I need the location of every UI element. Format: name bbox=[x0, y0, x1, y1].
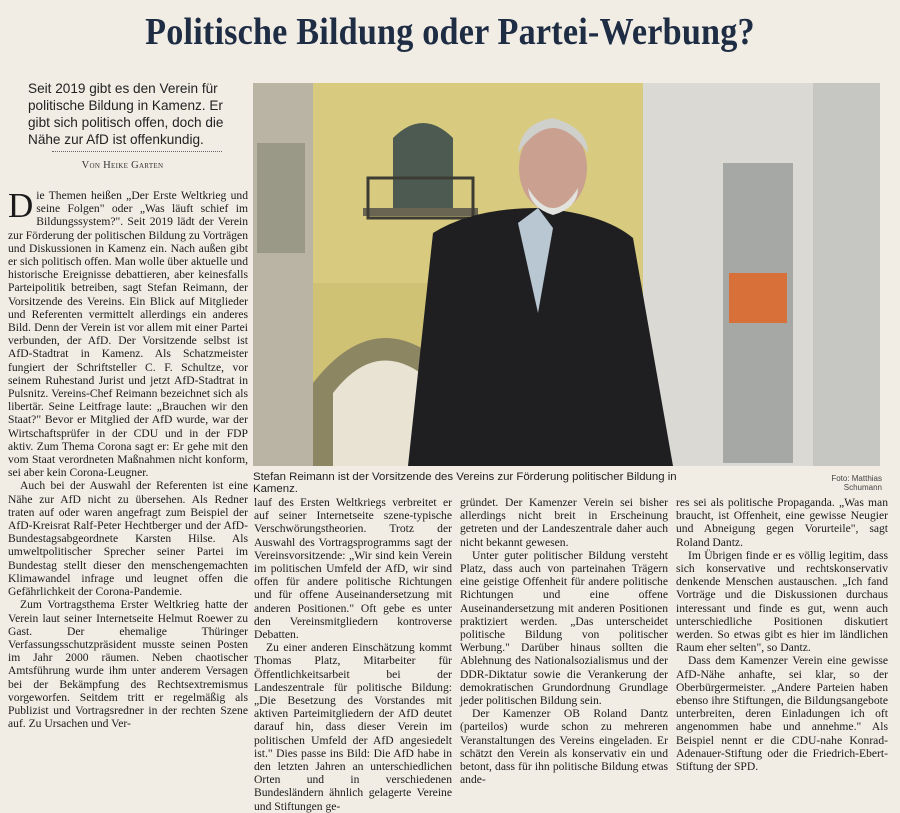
paragraph-4: lauf des Ersten Weltkriegs verbreitet er auf seiner Internetseite szene-typische Verschwörungstheorien. Trotz der Auswahl des Vortragsprogramms sagt der Vereinsvorsitzende: „Wir sind kein Verein im politischen Umfeld der AfD, wir sind offen für andere politische Richtungen und für offene Auseinandersetzung mit anderen Positionen." Oft gebe es unter den Vereinsmitgliedern kontroverse Debatten. bbox=[254, 496, 452, 642]
article-column-4 bbox=[676, 496, 888, 776]
article-column-3 bbox=[460, 496, 668, 787]
photo-illustration bbox=[253, 83, 880, 466]
paragraph-10: Im Übrigen finde er es völlig legitim, dass sich konservative und rechtskonservativ denkende Menschen austauschen. „Ich fand Vorträge und die Diskussionen durchaus interessant und finde es gut, wenn auch unterschiedliche Positionen diskutiert werden. So etwas gibt es hier im ländlichen Raum eher selten", so Dantz. bbox=[676, 548, 888, 655]
paragraph-6: gründet. Der Kamenzer Verein sei bisher allerdings nicht breit in Erscheinung getreten und der Landeszentrale daher auch nicht bekannt gewesen. bbox=[460, 496, 668, 549]
paragraph-2: Auch bei der Auswahl der Referenten ist eine Nähe zur AfD nicht zu übersehen. Als Redner traten auf oder waren angefragt zum Beispiel der AfD-Kreisrat Ralf-Peter Hechtberger und der AfD-Bundestagsabgeordnete Karsten Hilse. Als umweltpolitischer Sprecher seiner Partei im Bundestag stellt dieser den menschengemachten Klimawandel infrage und leugnet offen die Gefährlichkeit der Corona-Pandemie. bbox=[8, 479, 248, 599]
paragraph-1-text: ie Themen heißen „Der Erste Weltkrieg und seine Folgen" oder „Was läuft schief im Bildungssystem?". Seit 2019 lädt der Verein zur Förderung der politischen Bildung zu Vorträgen und Diskussionen in Kamenz ein. Nach außen gibt er sich politisch offen. Man wolle über aktuelle und historische Ereignisse debattieren, aber keinesfalls Parteipolitik betreiben, sagt Stefan Reimann, der Vorsitzende des Vereins. Ein Blick auf Mitglieder und Referenten vermittelt allerdings ein anderes Bild. Denn der Verein ist vor allem mit einer Partei verbunden, der AfD. Der Vorsitzende selbst ist AfD-Stadtrat in Kamenz. Als Schatzmeister fungiert der Schriftsteller C. F. Schultze, vor seinem Ruhestand Jurist und jetzt AfD-Stadtrat in Pulsnitz. Vereins-Chef Reimann bezeichnet sich als libertär. Seine Leitfrage laute: „Brauchen wir den Staat?" Bevor er Mitglied der AfD wurde, war der Wirtschaftsprüfer in der CDU und in der FDP aktiv. Zum Thema Corona sagt er: Er gehe mit den vom Staat verordneten Maßnahmen nicht konform, sei aber kein Corona-Leugner. bbox=[8, 189, 248, 480]
drop-cap: D bbox=[8, 186, 34, 225]
paragraph-7: Unter guter politischer Bildung versteht Platz, dass auch von parteinahen Trägern eine geistige Offenheit für andere politische Richtungen und eine offene Auseinandersetzung mit anderen Positionen praktiziert werden. „Das unterscheidet politische Bildung von politischer Werbung." Darüber hinaus sollten die Ablehnung des Nationalsozialismus und der DDR-Diktatur sowie die Verankerung der demokratischen Grundordnung Grundlage jeder politischen Bildung sein. bbox=[460, 548, 668, 708]
paragraph-5: Zu einer anderen Einschätzung kommt Thomas Platz, Mitarbeiter für Öffentlichkeitsarbeit bei der Landeszentrale für politische Bildung: „Die Besetzung des Vorstandes mit aktiven Parteimitgliedern der AfD deutet darauf hin, dass dieser Verein im politischen Umfeld der AfD angesiedelt ist." Dies passe ins Bild: Die AfD habe in den letzten Jahren an unterschiedlichen Orten und in verschiedenen Bundesländern ähnlich gelagerte Vereine und Stiftungen ge- bbox=[254, 641, 452, 813]
article-column-1 bbox=[8, 186, 248, 774]
byline: Von Heike Garten bbox=[81, 160, 164, 171]
paragraph-9: res sei als politische Propaganda. „Was man braucht, ist Offenheit, eine gewisse Neugier und Abneigung gegen Vorurteile", sagt Roland Dantz. bbox=[676, 496, 888, 549]
headline: Politische Bildung oder Partei-Werbung? bbox=[145, 11, 755, 53]
paragraph-1 bbox=[8, 186, 248, 480]
paragraph-11: Dass dem Kamenzer Verein eine gewisse AfD-Nähe anhafte, sei klar, so der Oberbürgermeister. „Andere Parteien haben ebenso ihre Stiftungen, die Bildungsangebote unterbreiten, deren Einladungen ich oft angenommen habe und annehme." Als Beispiel nennt er die CDU-nahe Konrad-Adenauer-Stiftung oder die Friedrich-Ebert-Stiftung der SPD. bbox=[676, 654, 888, 774]
teaser: Seit 2019 gibt es den Verein für politische Bildung in Kamenz. Er gibt sich politisch offen, doch die Nähe zur AfD ist offenkundig. bbox=[28, 81, 224, 147]
paragraph-3: Zum Vortragsthema Erster Weltkrieg hatte der Verein laut seiner Internetseite Helmut Roewer zu Gast. Der ehemalige Thüringer Verfassungsschutzpräsident musste seinen Posten im Jahr 2000 räumen. Neben chaotischer Amtsführung wurde ihm unter anderem Versagen bei der Bekämpfung des Rechtsextremismus vorgeworfen. Seitdem tritt er regelmäßig als Publizist und Vortragsredner in der rechten Szene auf. Zu Ursachen und Ver- bbox=[8, 598, 248, 731]
article-photo bbox=[253, 83, 880, 466]
teaser-divider bbox=[52, 151, 222, 152]
photo-caption: Stefan Reimann ist der Vorsitzende des Vereins zur Förderung politischer Bildung in Kamenz. bbox=[253, 471, 677, 495]
photo-credit: Foto: Matthias Schumann bbox=[831, 474, 882, 492]
paragraph-8: Der Kamenzer OB Roland Dantz (parteilos) wurde schon zu mehreren Veranstaltungen des Vereins eingeladen. Er schätzt den Verein als konservativ ein und betont, dass für ihn politische Bildung etwas ande- bbox=[460, 707, 668, 787]
article-column-2 bbox=[254, 496, 452, 813]
